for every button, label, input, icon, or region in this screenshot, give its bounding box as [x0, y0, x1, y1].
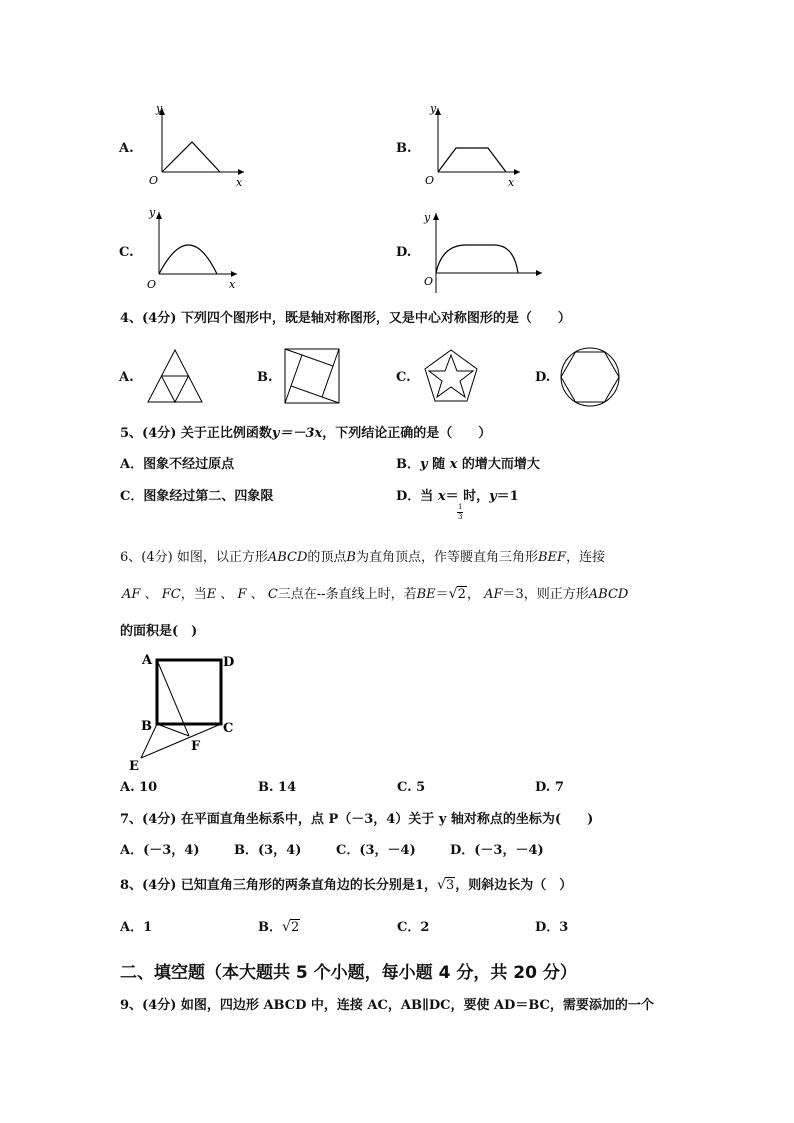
q8-stem: 8、(4分) 已知直角三角形的两条直角边的长分别是1， √ 3，则斜边长为（ ） — [120, 877, 573, 893]
q7-stem: 7、(4分) 在平面直角坐标系中，点 P（－3，4）关于 y 轴对称点的坐标为( ) — [120, 812, 594, 827]
q5-stem: 5、(4分) 关于正比例函数y＝－3x，下列结论正确的是（ ） — [120, 426, 492, 441]
q6-label-d: D — [223, 655, 235, 670]
q7-option-d: D．(－3，－4) — [450, 843, 544, 858]
q5-d-frac-den: 3 — [458, 513, 463, 521]
q8-option-b: B． √ 2 — [258, 919, 300, 935]
q5-d-frac-num: 1 — [458, 503, 463, 511]
q3-c-y-label: y — [149, 206, 156, 219]
q8-sqrt: √ 3 — [436, 877, 455, 893]
q6-stem-line2: AF 、 FC，当E 、 F 、 C三点在--条直线上时，若BE＝ √ 2， AF＝3，则正方形ABCD — [122, 586, 629, 602]
q3-c-origin: O — [147, 278, 157, 291]
q6-square-figure — [125, 648, 245, 776]
q5-option-b: B．y 随 x 的增大而增大 — [396, 457, 540, 472]
q3-a-origin: O — [149, 174, 159, 187]
q6-option-d: D. 7 — [535, 780, 564, 795]
section-2-title: 二、填空题（本大题共 5 个小题，每小题 4 分，共 20 分） — [120, 963, 577, 983]
q8-option-a: A．1 — [120, 920, 153, 935]
q4-stem: 4、(4分) 下列四个图形中，既是轴对称图形，又是中心对称图形的是（ ） — [120, 311, 571, 326]
q3-c-x-label: x — [229, 278, 236, 291]
q3-b-y-label: y — [430, 102, 437, 115]
q7-option-c: C．(3，－4) — [336, 843, 416, 858]
q4-triangle-figure — [144, 346, 206, 406]
q6-option-c: C. 5 — [397, 780, 426, 795]
q4-option-a-letter: A. — [119, 370, 134, 385]
q3-b-x-label: x — [508, 176, 515, 189]
q8-option-d: D．3 — [535, 920, 569, 935]
q4-option-c-letter: C. — [396, 370, 411, 385]
q3-graph-b — [416, 98, 526, 190]
q4-circle-hexagon-figure — [558, 345, 622, 409]
q6-option-a: A. 10 — [120, 780, 158, 795]
q3-a-y-label: y — [156, 102, 163, 115]
q3-d-origin: O — [424, 275, 434, 288]
q3-option-a-letter: A. — [119, 141, 134, 156]
q6-stem-line1: 6、(4分) 如图，以正方形ABCD的顶点B为直角顶点，作等腰直角三角形BEF，连接 — [120, 550, 606, 565]
q6-sqrt: √ 2 — [448, 586, 466, 602]
q6-option-b: B. 14 — [258, 780, 297, 795]
q4-option-b-letter: B. — [257, 370, 273, 385]
q3-option-d-letter: D. — [396, 245, 412, 260]
q6-label-c: C — [223, 721, 234, 736]
q3-a-x-label: x — [236, 176, 243, 189]
q7-option-b: B．(3，4) — [234, 843, 302, 858]
q3-option-b-letter: B. — [396, 141, 412, 156]
q6-stem-line3: 的面积是( ) — [120, 624, 198, 639]
q7-option-a: A．(－3，4) — [120, 843, 200, 858]
q6-label-e: E — [129, 759, 139, 774]
q5-option-c: C．图象经过第二、四象限 — [120, 489, 274, 504]
q3-graph-a — [140, 98, 250, 190]
q8-option-c: C．2 — [397, 920, 430, 935]
q6-label-a: A — [142, 653, 153, 668]
q3-graph-c — [137, 202, 247, 294]
q9-stem: 9、(4分) 如图，四边形 ABCD 中，连接 AC，AB∥DC，要使 AD＝BC，需要添加的一个 — [120, 998, 654, 1013]
q5-option-a: A．图象不经过原点 — [120, 457, 235, 472]
q6-label-b: B — [141, 719, 152, 734]
q3-d-y-label: y — [424, 211, 431, 224]
q6-label-f: F — [191, 739, 201, 754]
q8-b-sqrt: √ 2 — [282, 919, 300, 935]
q3-b-origin: O — [425, 174, 435, 187]
q4-pentagon-star-figure — [420, 346, 482, 406]
q5-option-d: D．当 x＝ 时，y＝1 — [396, 489, 519, 504]
q4-square-figure — [282, 346, 342, 406]
q3-option-c-letter: C. — [119, 245, 134, 260]
q3-graph-d — [418, 205, 548, 297]
q4-option-d-letter: D. — [535, 370, 551, 385]
